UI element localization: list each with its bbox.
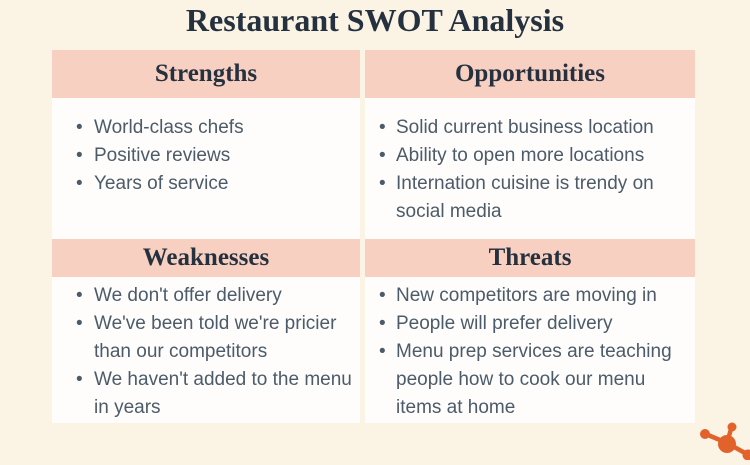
list-item: • People will prefer delivery [377,310,689,338]
opportunities-cell [365,98,695,239]
list-item: • Ability to open more locations [377,142,689,170]
list-item: • We've been told we're pricier than our competitors [74,310,354,366]
threats-header-label: Threats [489,244,572,272]
weaknesses-cell [52,277,360,423]
list-item: • Menu prep services are teaching people how to cook our menu items at home [377,338,689,422]
threats-header [365,239,695,277]
strengths-header [52,50,360,98]
list-item: • Internation cuisine is trendy on social media [377,170,689,226]
threats-list [365,282,695,422]
opportunities-list [365,114,695,226]
list-item: • Solid current business location [377,114,689,142]
list-item: • New competitors are moving in [377,282,689,310]
strengths-list [52,114,360,198]
weaknesses-list [52,282,360,422]
page-title: Restaurant SWOT Analysis [0,1,750,39]
strengths-header-label: Strengths [155,60,257,88]
list-item: • Years of service [74,170,354,198]
list-item: • Positive reviews [74,142,354,170]
opportunities-header-label: Opportunities [455,60,605,88]
list-item: • We don't offer delivery [74,282,354,310]
list-item: • We haven't added to the menu in years [74,366,354,422]
weaknesses-header [52,239,360,277]
strengths-cell [52,98,360,239]
threats-cell [365,277,695,423]
swot-matrix [52,50,695,423]
hubspot-sprocket-icon [695,415,750,460]
weaknesses-header-label: Weaknesses [143,244,269,272]
list-item: • World-class chefs [74,114,354,142]
opportunities-header [365,50,695,98]
